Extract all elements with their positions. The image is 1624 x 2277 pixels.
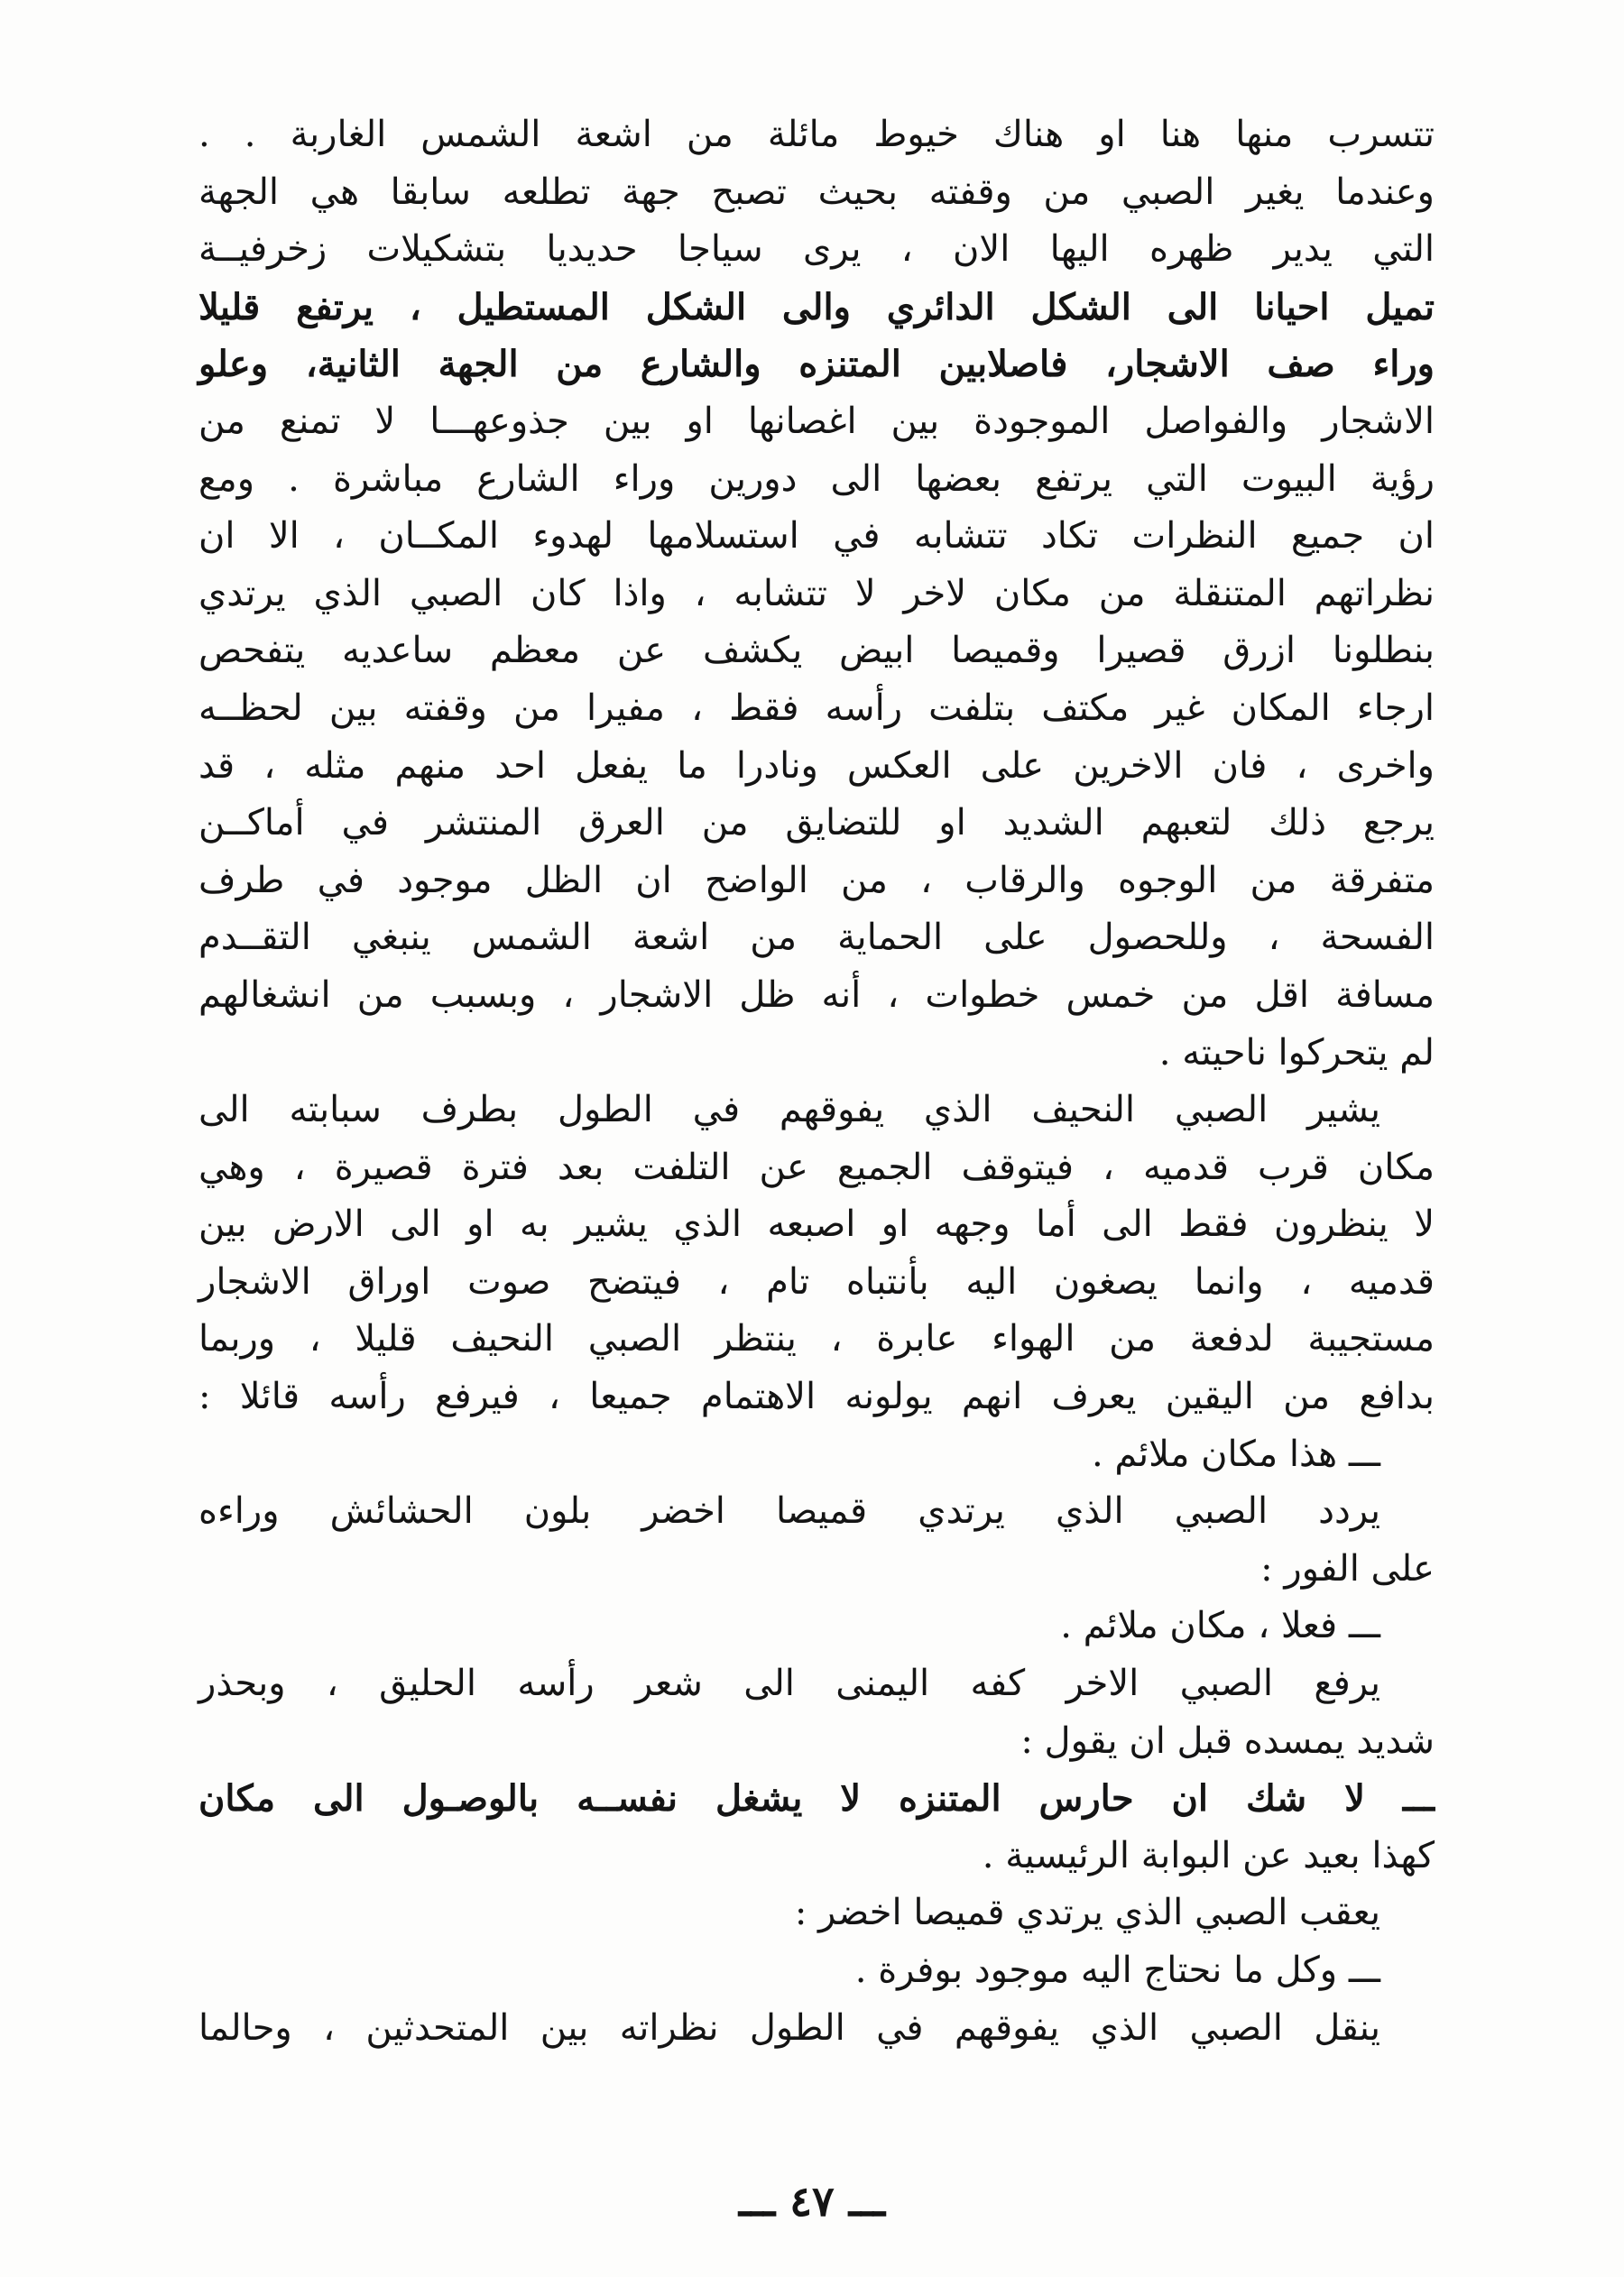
text-line: نظراتهم المتنقلة من مكان لاخر لا تتشابه ، واذا كان الصبي الذي يرتدي	[198, 572, 1435, 614]
text-line: الفسحة ، وللحصول على الحماية من اشعة الشمس ينبغي التقــدم	[198, 917, 1435, 959]
text-line: رؤية البيوت التي يرتفع بعضها الى دورين وراء الشارع مباشرة . ومع	[198, 457, 1435, 500]
text-line: مكان قرب قدميه ، فيتوقف الجميع عن التلفت بعد فترة قصيرة ، وهي	[198, 1146, 1435, 1188]
text-line: ـــ وكل ما نحتاج اليه موجود بوفرة .	[854, 1950, 1380, 1991]
text-line: يردد الصبي الذي يرتدي قميصا اخضر بلون الحشائش وراءه	[198, 1490, 1380, 1533]
text-line: ان جميع النظرات تكاد تتشابه في استسلامها لهدوء المكــان ، الا ان	[198, 515, 1435, 558]
text-line: مستجيبة لدفعة من الهواء عابرة ، ينتظر الصبي النحيف قليلا ، وربما	[198, 1318, 1435, 1360]
text-line: ـــ هذا مكان ملائم .	[1091, 1433, 1380, 1475]
text-line: تميل احيانا الى الشكل الدائري والى الشكل المستطيل ، يرتفع قليلا	[198, 285, 1435, 328]
text-line: ـــ لا شك ان حارس المتنزه لا يشغل نفســه بالوصـول الى مكان	[198, 1777, 1435, 1821]
text-line: الاشجار والفواصل الموجودة بين اغصانها او بين جذوعهـــا لا تمنع من	[198, 400, 1435, 442]
text-line: ارجاء المكان غير مكتف بتلفت رأسه فقط ، مفيرا من وقفته بين لحظــه	[198, 687, 1435, 729]
text-line: يشير الصبي النحيف الذي يفوقهم في الطول بطرف سبابته الى	[198, 1089, 1380, 1131]
body-text	[198, 106, 1435, 2057]
text-line: تتسرب منها هنا او هناك خيوط مائلة من اشعة الشمس الغاربة . .	[198, 114, 1435, 155]
text-line: كهذا بعيد عن البوابة الرئيسية .	[982, 1834, 1435, 1876]
text-line: شديد يمسده قبل ان يقول :	[1020, 1719, 1435, 1762]
text-line: بدافع من اليقين يعرف انهم يولونه الاهتمام جميعا ، فيرفع رأسه قائلا :	[198, 1376, 1435, 1418]
text-line: ـــ فعلا ، مكان ملائم .	[1060, 1605, 1380, 1647]
text-line: قدميه ، وانما يصغون اليه بأنتباه تام ، فيتضح صوت اوراق الاشجار	[198, 1260, 1435, 1303]
text-line: ينقل الصبي الذي يفوقهم في الطول نظراته بين المتحدثين ، وحالما	[198, 2006, 1380, 2049]
text-line: يرفع الصبي الاخر كفه اليمنى الى شعر رأسه الحليق ، وبحذر	[198, 1663, 1380, 1705]
text-line: التي يدير ظهره اليها الان ، يرى سياجا حديديا بتشكيلات زخرفيــة	[198, 228, 1435, 271]
text-line: لا ينظرون فقط الى أما وجهه او اصبعه الذي يشير به او الى الارض بين	[198, 1203, 1435, 1246]
text-line: واخرى ، فان الاخرين على العكس ونادرا ما يفعل احد منهم مثله ، قد	[198, 744, 1435, 787]
text-line: لم يتحركوا ناحيته .	[1158, 1031, 1435, 1074]
text-line: مسافة اقل من خمس خطوات ، أنه ظل الاشجار ، وبسبب من انشغالهم	[198, 973, 1435, 1016]
text-line: يرجع ذلك لتعبهم الشديد او للتضايق من العرق المنتشر في أماكــن	[198, 802, 1435, 844]
page-number: ـــ ٤٧ ـــ	[738, 2177, 886, 2226]
text-line: وراء صف الاشجار، فاصلابين المتنزه والشارع من الجهة الثانية، وعلو	[198, 343, 1435, 386]
text-line: بنطلونا ازرق قصيرا وقميصا ابيض يكشف عن معظم ساعديه يتفحص	[198, 630, 1435, 672]
text-line: متفرقة من الوجوه والرقاب ، من الواضح ان الظل موجود في طرف	[198, 859, 1435, 901]
text-line: يعقب الصبي الذي يرتدي قميصا اخضر :	[794, 1892, 1380, 1934]
text-line: وعندما يغير الصبي من وقفته بحيث تصبح جهة تطلعه سابقا هي الجهة	[198, 171, 1435, 213]
text-line: على الفور :	[1260, 1547, 1435, 1590]
